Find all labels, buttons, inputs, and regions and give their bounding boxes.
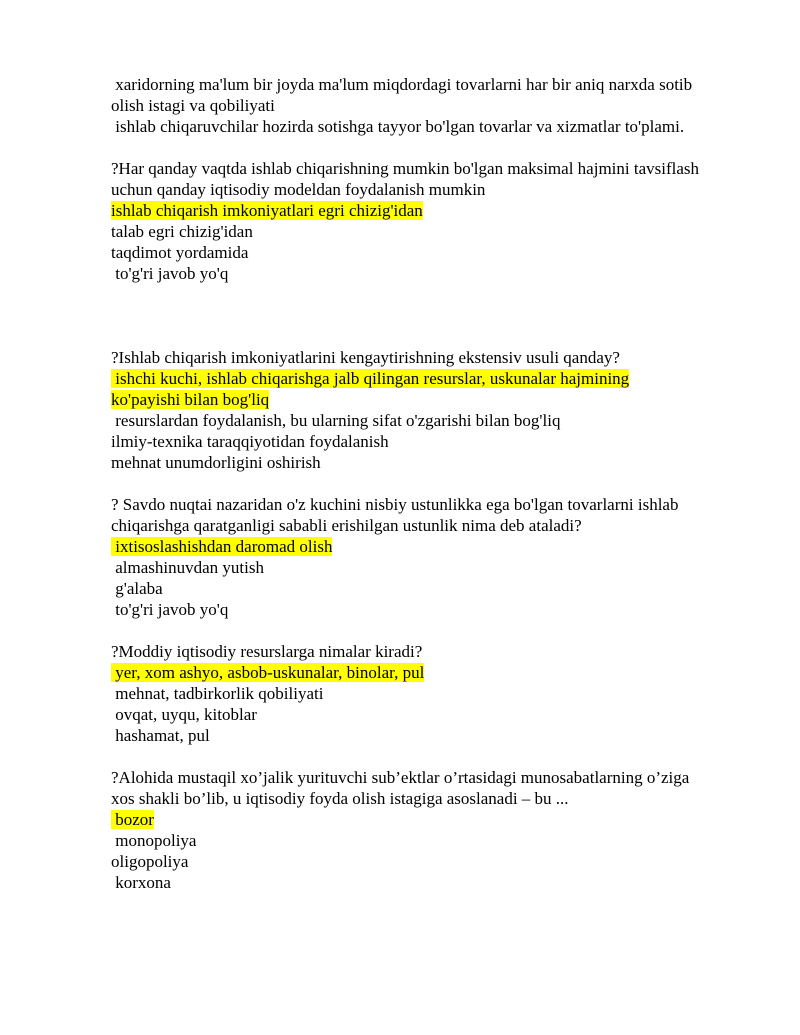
answer-option: talab egri chizig'idan	[111, 222, 253, 241]
answer-highlight: ishlab chiqarish imkoniyatlari egri chizig'idan	[111, 201, 423, 220]
document-content	[111, 74, 761, 893]
answer-option: taqdimot yordamida	[111, 243, 249, 262]
spacer	[111, 620, 761, 641]
question-text: ?Alohida mustaqil xo’jalik yurituvchi sub’ektlar o’rtasidagi munosabatlarning o’ziga	[111, 768, 690, 787]
answer-option: oligopoliya	[111, 852, 189, 871]
answer-option: ilmiy-texnika taraqqiyotidan foydalanish	[111, 432, 389, 451]
answer-highlight: ishchi kuchi, ishlab chiqarishga jalb qilingan resurslar, uskunalar hajmining	[111, 369, 630, 388]
spacer	[111, 284, 761, 347]
question-text: ?Moddiy iqtisodiy resurslarga nimalar kiradi?	[111, 642, 423, 661]
answer-option: g'alaba	[111, 579, 163, 598]
correct-answer	[111, 662, 761, 683]
question-text: ?Har qanday vaqtda ishlab chiqarishning mumkin bo'lgan maksimal hajmini tavsiflash	[111, 159, 700, 178]
answer-option: mehnat unumdorligini oshirish	[111, 453, 321, 472]
correct-answer	[111, 389, 761, 410]
answer-highlight: ko'payishi bilan bog'liq	[111, 390, 270, 409]
correct-answer	[111, 200, 761, 221]
answer-option: monopoliya	[111, 831, 197, 850]
answer-option: to'g'ri javob yo'q	[111, 600, 229, 619]
correct-answer	[111, 809, 761, 830]
question-block	[111, 158, 761, 284]
intro-line: ishlab chiqaruvchilar hozirda sotishga tayyor bo'lgan tovarlar va xizmatlar to'plami.	[111, 117, 685, 136]
question-text: xos shakli bo’lib, u iqtisodiy foyda olish istagiga asoslanadi – bu ...	[111, 789, 569, 808]
answer-option: resurslardan foydalanish, bu ularning sifat o'zgarishi bilan bog'liq	[111, 411, 561, 430]
answer-option: mehnat, tadbirkorlik qobiliyati	[111, 684, 324, 703]
question-block	[111, 767, 761, 893]
answer-highlight: ixtisoslashishdan daromad olish	[111, 537, 333, 556]
spacer	[111, 746, 761, 767]
answer-highlight: bozor	[111, 810, 154, 829]
intro-line: xaridorning ma'lum bir joyda ma'lum miqdordagi tovarlarni har bir aniq narxda sotib	[111, 75, 693, 94]
spacer	[111, 473, 761, 494]
correct-answer	[111, 368, 761, 389]
question-text: ?Ishlab chiqarish imkoniyatlarini kengaytirishning ekstensiv usuli qanday?	[111, 348, 620, 367]
answer-option: ovqat, uyqu, kitoblar	[111, 705, 257, 724]
intro-block	[111, 74, 761, 137]
question-block	[111, 641, 761, 746]
question-block	[111, 347, 761, 473]
correct-answer	[111, 536, 761, 557]
question-text: uchun qanday iqtisodiy modeldan foydalanish mumkin	[111, 180, 486, 199]
answer-option: to'g'ri javob yo'q	[111, 264, 229, 283]
answer-option: korxona	[111, 873, 171, 892]
answer-option: hashamat, pul	[111, 726, 210, 745]
spacer	[111, 137, 761, 158]
intro-line: olish istagi va qobiliyati	[111, 96, 275, 115]
question-text: chiqarishga qaratganligi sababli erishilgan ustunlik nima deb ataladi?	[111, 516, 582, 535]
answer-highlight: yer, xom ashyo, asbob-uskunalar, binolar, pul	[111, 663, 425, 682]
answer-option: almashinuvdan yutish	[111, 558, 264, 577]
question-block	[111, 494, 761, 620]
question-text: ? Savdo nuqtai nazaridan o'z kuchini nisbiy ustunlikka ega bo'lgan tovarlarni ishlab	[111, 495, 679, 514]
